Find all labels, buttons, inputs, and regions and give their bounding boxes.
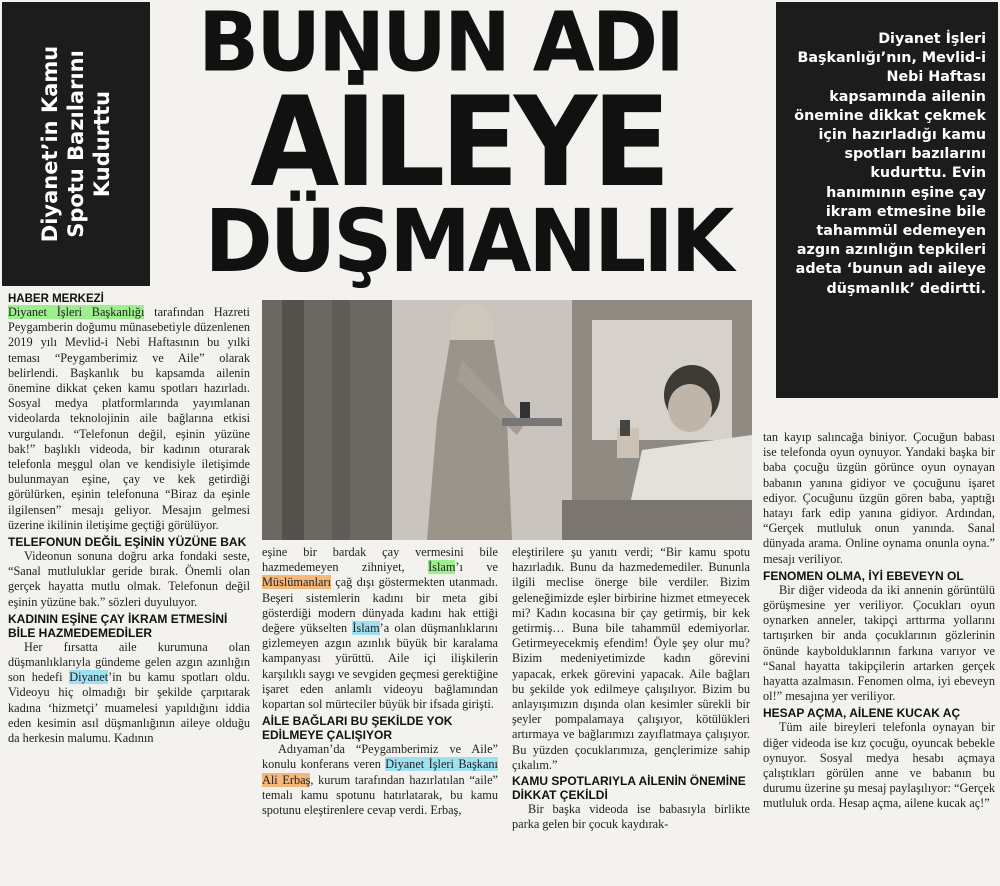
col4-paragraph-1: tan kayıp salıncağa biniyor. Çocuğun babası ise telefonda oyun oynuyor. Yandaki başka bir baba çocuğu üzgün görünce oyun oynayan babanın yanına gidiyor ve çocuğunu işaret ediyor. Çocuğunu üzgün gören baba, yaptığı hatayı fark edip yanına gidiyor. Ardından, “Gerçek mutluluk onun yanında. Sanal dünyada arama. Online oynama onunla oyna.” mesajı veriliyor. — [763, 430, 995, 566]
photo-illustration — [262, 300, 752, 540]
col4-subheading-1: FENOMEN OLMA, İYİ EBEVEYN OL — [763, 568, 964, 583]
column-2 — [262, 545, 498, 818]
column-3 — [512, 545, 750, 832]
col1-subheading-1: TELEFONUN DEĞİL EŞİNİN YÜZÜNE BAK — [8, 535, 247, 550]
col3-paragraph-2: Bir başka videoda ise babasıyla birlikte parka gelen bir çocuk kaydırak- — [512, 802, 750, 832]
highlight-ali-erbas: Ali Erbaş — [262, 772, 311, 787]
highlight-muslumanlari: Müslümanları — [262, 575, 331, 590]
col2-paragraph-2: Adıyaman’da “Peygamberimiz ve Aile” konulu konferans veren Diyanet İşleri Başkanı Ali Erbaş, kurum tarafından hazırlatılan “aile” temalı kamu spotunu hatırlatarak, bu kamu spotunu eleştirenlere cevap verdi. Erbaş, — [262, 742, 498, 818]
col2-paragraph-1: eşine bir bardak çay vermesini bile hazmedemeyen zihniyet, İslam’ı ve Müslümanları çağ dışı göstermekten utanmadı. Beşeri sistemlerin kadını bir meta gibi gösterdiği modern dünyada kadını hak ettiği değere yükselten İslam’a olan düşmanlıklarını gizlemeyen azgın azınlık büyük bir karalama kampanyası yürüttü. Aile içi ilişkilerin karşılıklı saygı ve sevgiden geçmesi gerektiğine işaret eden anlamlı videoyu bağlamından kopartan sol mürteciler büyük bir ifsada girişti. — [262, 545, 498, 712]
col4-paragraph-3: Tüm aile bireyleri telefonla oynayan bir diğer videoda ise kız çocuğu, oyuncak bebekle oynuyor. Sosyal medya hesabı açmaya çalıştıkları görülen anne ve babanın bu durumu üzerine şu mesaj paylaşılıyor: “Gerçek mutluluk orda. Hesap açma, ailene kucak aç!” — [763, 720, 995, 811]
highlight-diyanet-2: Diyanet — [69, 670, 109, 685]
column-1 — [8, 293, 250, 746]
col2-subheading-1: AİLE BAĞLARI BU ŞEKİLDE YOK EDİLMEYE ÇALIŞIYOR — [262, 714, 453, 743]
article-photo — [262, 300, 752, 540]
headline-line-3: DÜŞMANLIK — [204, 191, 732, 293]
summary-text: Diyanet İşleri Başkanlığı’nın, Mevlid-i Nebi Haftası kapsamında ailenin önemine dikkat çekmek için hazırladığı kamu spotları bazılarını kudurttu. Evin hanımının eşine çay ikram etmesine bile tahammül edemeyen azgın azınlığın tepkileri adeta ‘bunun adı aileye düşmanlık’ dedirtti. — [794, 31, 986, 297]
highlight-islam-2: İslam — [352, 621, 380, 636]
highlight-islam: İslam — [428, 560, 456, 575]
highlight-baskan: Diyanet İşleri Başkanı — [385, 757, 498, 772]
col3-subheading-1: KAMU SPOTLARIYLA AİLENİN ÖNEMİNE DİKKAT ÇEKİLDİ — [512, 774, 746, 803]
col4-paragraph-2: Bir diğer videoda da iki annenin görüntülü görüşmesine yer veriliyor. Çocukları oyun oynarken anneler, takipçi arttırma yollarını tartışırken bir anda çocuklarının gözlerinin önünde kaybolduklarının farkına varıyor ve “Sanal hayatta takipçilerin artarken gerçek hayatta azalmasın. Fenomen olma, iyi ebeveyn ol!” mesajına yer veriliyor. — [763, 582, 995, 704]
summary-box — [776, 2, 998, 398]
col4-subheading-2: HESAP AÇMA, AİLENE KUCAK AÇ — [763, 706, 961, 721]
side-label: Diyanet’in Kamu Spotu Bazılarını Kudurttu — [38, 45, 114, 243]
headline-line-2: AİLEYE — [250, 70, 666, 216]
col1-paragraph-1: Diyanet İşleri Başkanlığı tarafından Hazreti Peygamberin doğumu münasebetiyle düzenlenen 2019 yılı Mevlid-i Nebi Haftasının bu yılki teması “Peygamberimiz ve Aile” olarak belirlendi. Başkanlık bu kapsamda ailenin önemine dikkat çeken kamu spotları hazırladı. Sosyal medya platformlarında yayımlanan videolarda teknolojinin aile bağlarına etkisi vurgulandı. “Telefonun değil, eşinin yüzüne bak!” başlıklı videoda, bir kadının oturarak telefonla meşgul olan ve kendisiyle iletişimde bulunmayan eşine, çay ve kek getirdiği görülürken, eşinin telefonuna “Biraz da eşinle ilgilensen” mesajı geliyor. Mesajın gelmesi üzerine ikilinin iletişime geçtiği görülüyor. — [8, 305, 250, 532]
column-4 — [763, 430, 995, 812]
side-label-box — [2, 2, 150, 286]
col1-paragraph-3: Her fırsatta aile kurumuna olan düşmanlıklarıyla gündeme gelen azgın azınlığın son hedefi Diyanet’in bu kamu spotları oldu. Videoyu hiç olmadığı bir şekilde çarpıtarak kadına ‘hizmetçi’ muamelesi yapıldığını iddia eden kesimin asıl düşmanlığının aileye olduğu da herkesin malumu. Kadının — [8, 639, 250, 746]
headline-line-1: BUNUN ADI — [198, 0, 682, 90]
col1-paragraph-2: Videonun sonuna doğru arka fondaki seste, “Sanal mutluluklar geride bırak. Önemli olan gerçek hayatta mutlu olmak. Telefonun değil eşinin yüzüne bak.” sözleri duyuluyor. — [8, 549, 250, 609]
byline: HABER MERKEZİ — [8, 293, 104, 305]
col3-paragraph-1: eleştirilere şu yanıtı verdi; “Bir kamu spotu hazırladık. Bunu da hazmedemediler. Bununla ilgili meclise önerge bile verdiler. Bizim geleneğimizde eşler birbirine hizmet etmeyecek mi? Kadın kocasına bir çay getirmiş, bir kek getirmiş… Buna bile tahammül edemiyorlar. Getirmeyecekmiş efendim! Öyle şey olur mu? Bizim medeniyetimizde kadın görevini yapacak, erkek görevini yapacak. Aile bağları bu şekilde yok edilmeye çalışılıyor. Bizim bu anlayışımızın dışında olan kesimler sürekli bir şeyler pompalamaya çalışıyor, kötülükleri artırmaya ve bağlarımızı zayıflatmaya çalışıyor. Bu yüzden çocuklarımıza, gençlerimize sahip çıkalım.” — [512, 545, 750, 772]
col1-subheading-2: KADININ EŞİNE ÇAY İKRAM ETMESİNİ BİLE HAZMEDEMEDİLER — [8, 611, 228, 640]
highlight-diyanet: Diyanet İşleri Başkanlığı — [8, 305, 145, 319]
